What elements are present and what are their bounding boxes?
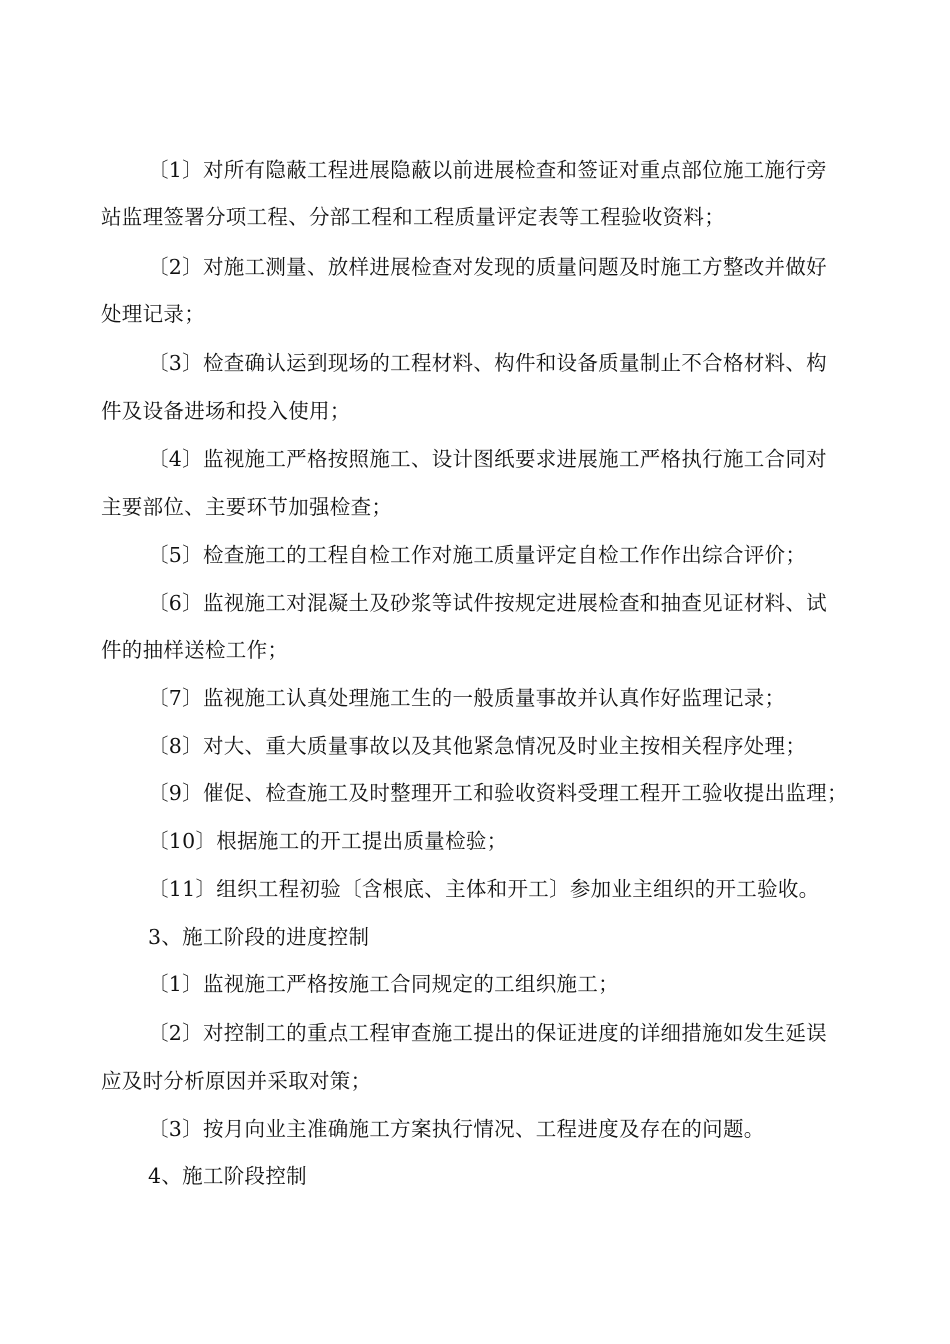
paragraph-line: 〔10〕根据施工的开工提出质量检验； (148, 829, 508, 853)
paragraph-line: 处理记录； (101, 302, 205, 326)
section-heading: 3、施工阶段的进度控制 (148, 925, 370, 949)
paragraph-line: 〔4〕监视施工严格按照施工、设计图纸要求进展施工严格执行施工合同对 (148, 447, 827, 471)
paragraph-line: 〔2〕对控制工的重点工程审查施工提出的保证进度的详细措施如发生延误 (148, 1021, 827, 1045)
paragraph-line: 〔9〕催促、检查施工及时整理开工和验收资料受理工程开工验收提出监理； (148, 781, 848, 805)
paragraph-line: 〔3〕按月向业主准确施工方案执行情况、工程进度及存在的问题。 (148, 1117, 765, 1141)
paragraph-line: 〔5〕检查施工的工程自检工作对施工质量评定自检工作作出综合评价； (148, 543, 807, 567)
section-heading: 4、施工阶段控制 (148, 1164, 307, 1188)
paragraph-line: 〔6〕监视施工对混凝土及砂浆等试件按规定进展检查和抽查见证材料、试 (148, 591, 827, 615)
paragraph-line: 〔1〕对所有隐蔽工程进展隐蔽以前进展检查和签证对重点部位施工施行旁 (148, 158, 827, 182)
paragraph-line: 〔2〕对施工测量、放样进展检查对发现的质量问题及时施工方整改并做好 (148, 255, 827, 279)
paragraph-line: 〔11〕组织工程初验〔含根底、主体和开工〕参加业主组织的开工验收。 (148, 877, 820, 901)
paragraph-line: 应及时分析原因并采取对策； (101, 1069, 372, 1093)
paragraph-line: 〔7〕监视施工认真处理施工生的一般质量事故并认真作好监理记录； (148, 686, 786, 710)
paragraph-line: 主要部位、主要环节加强检查； (101, 495, 393, 519)
paragraph-line: 〔3〕检查确认运到现场的工程材料、构件和设备质量制止不合格材料、构 (148, 351, 827, 375)
paragraph-line: 〔8〕对大、重大质量事故以及其他紧急情况及时业主按相关程序处理； (148, 734, 807, 758)
paragraph-line: 件及设备进场和投入使用； (101, 399, 351, 423)
paragraph-line: 件的抽样送检工作； (101, 638, 289, 662)
paragraph-line: 站监理签署分项工程、分部工程和工程质量评定表等工程验收资料； (101, 205, 725, 229)
paragraph-line: 〔1〕监视施工严格按施工合同规定的工组织施工； (148, 972, 619, 996)
